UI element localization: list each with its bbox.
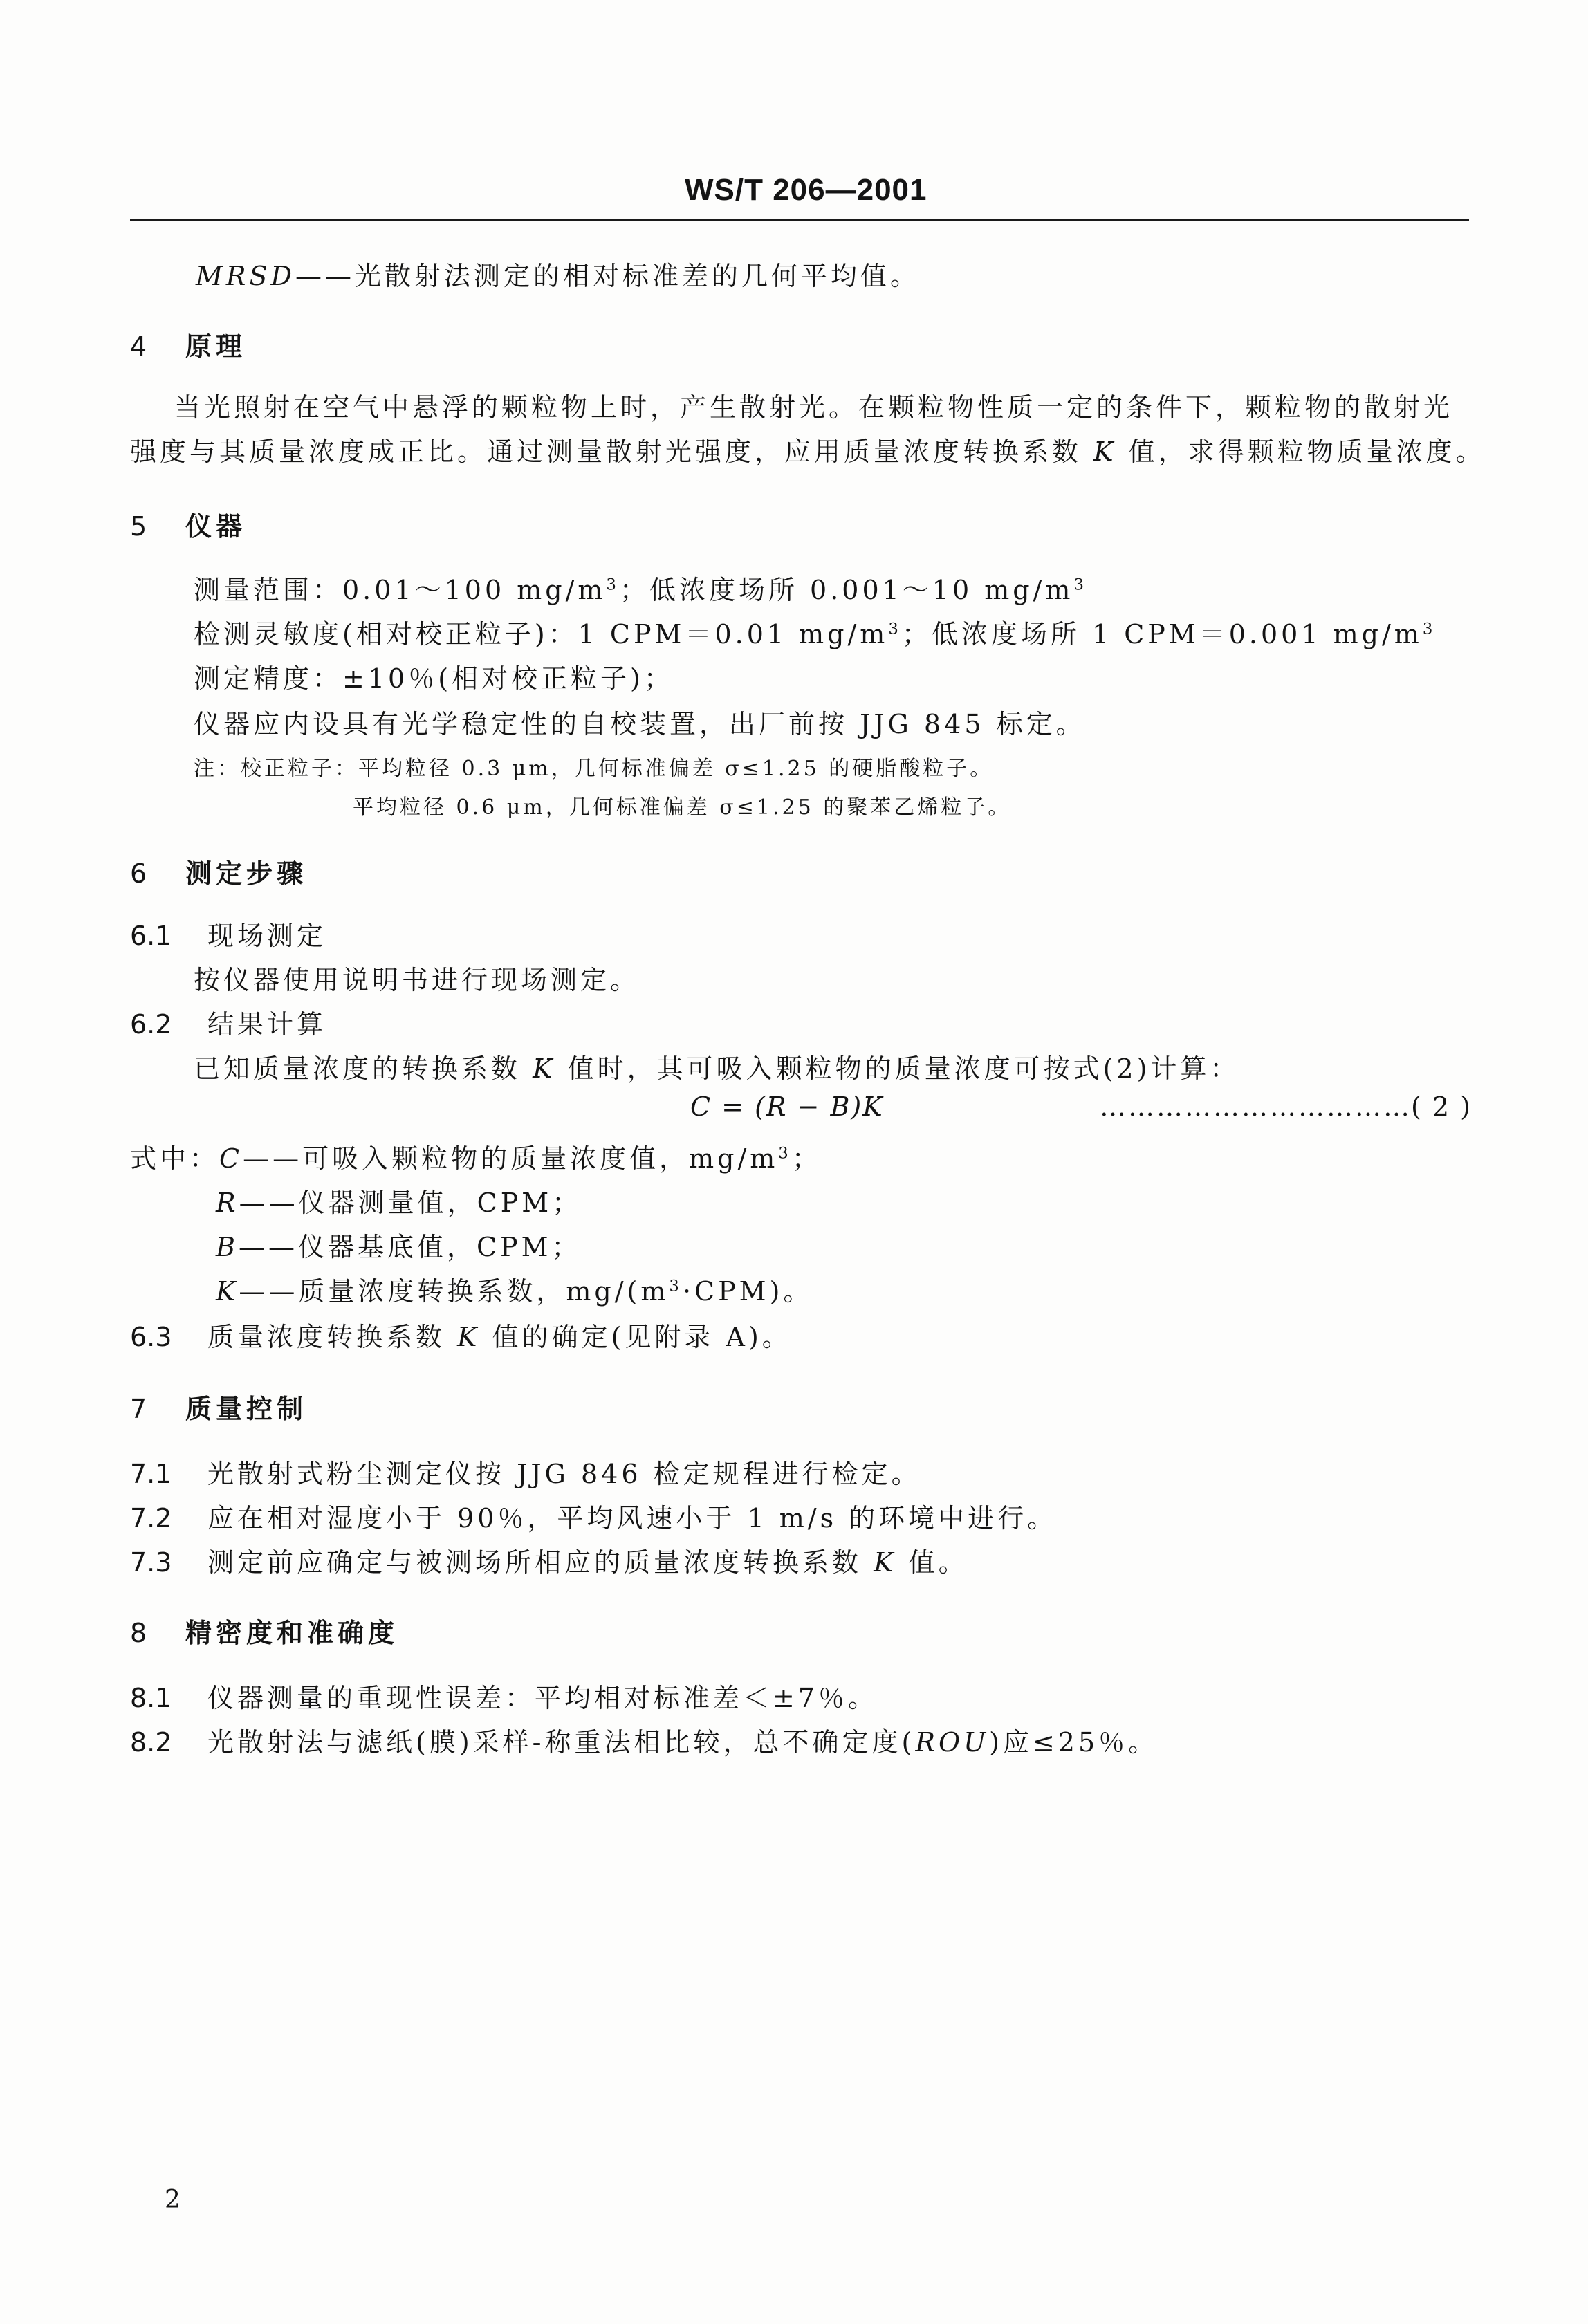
formula-number: ( 2 ): [1411, 1091, 1472, 1122]
text-run: ——仪器基底值，CPM；: [238, 1232, 582, 1262]
mrsd-text: ——光散射法测定的相对标准差的几何平均值。: [295, 261, 921, 291]
section-6-heading: [130, 852, 307, 890]
text-run: 仪器测量的重现性误差：平均相对标准差＜±7％。: [207, 1683, 878, 1713]
measurement-range: [194, 569, 1087, 607]
subsection-7-1: [130, 1452, 921, 1491]
k-symbol: K: [457, 1322, 481, 1352]
text-run: )应≤25％。: [989, 1727, 1158, 1758]
text-run: 强度与其质量浓度成正比。通过测量散射光强度，应用质量浓度转换系数: [130, 436, 1082, 467]
k-symbol: K: [1093, 436, 1117, 467]
k-symbol: K: [216, 1276, 239, 1307]
subsection-number: 8.2: [130, 1727, 172, 1758]
text-run: 应在相对湿度小于 90％，平均风速小于 1 m/s 的环境中进行。: [207, 1503, 1058, 1533]
section-title: 原理: [185, 331, 247, 362]
where-c: [130, 1137, 822, 1175]
subsection-6-1-text: 按仪器使用说明书进行现场测定。: [194, 965, 640, 995]
section-number: 4: [130, 331, 147, 362]
page-number: 2: [165, 2186, 181, 2214]
header-rule: [130, 219, 1469, 221]
section-5-heading: [130, 505, 246, 543]
subsection-number: 6.3: [130, 1322, 172, 1352]
section-number: 6: [130, 858, 147, 889]
k-symbol: K: [533, 1053, 556, 1084]
r-symbol: R: [216, 1188, 239, 1218]
where-b: [216, 1226, 582, 1264]
where-r: [216, 1181, 582, 1219]
text-run: ；低浓度场所 1 CPM＝0.001 mg/m: [901, 619, 1423, 649]
subsection-6-1: [130, 914, 326, 952]
text-run: ；低浓度场所 0.001～10 mg/m: [619, 575, 1074, 605]
text-run: ——质量浓度转换系数，mg/(m: [239, 1276, 670, 1307]
detection-sensitivity: [194, 613, 1436, 651]
rou-symbol: ROU: [915, 1727, 990, 1758]
mrsd-symbol: MRSD: [196, 261, 296, 291]
text-run: ——仪器测量值，CPM；: [239, 1188, 582, 1218]
section-4-heading: [130, 325, 246, 363]
section-title: 精密度和准确度: [185, 1617, 399, 1648]
section-7-heading: [130, 1387, 307, 1426]
formula-dots: ……………………………: [1100, 1091, 1412, 1122]
text-run: 值时，其可吸入颗粒物的质量浓度可按式(2)计算：: [567, 1053, 1240, 1084]
text-run: 值，求得颗粒物质量浓度。: [1128, 436, 1486, 467]
text-run: 测定前应确定与被测场所相应的质量浓度转换系数: [207, 1547, 862, 1578]
document-code: WS/T 206—2001: [685, 173, 927, 207]
text-run: 光散射式粉尘测定仪按 JJG 846 检定规程进行检定。: [207, 1459, 921, 1489]
section-4-para-line2: [130, 430, 1486, 468]
measurement-precision: 测定精度：±10％(相对校正粒子)；: [194, 663, 674, 694]
subsection-8-2: [130, 1721, 1158, 1759]
section-title: 仪器: [185, 510, 247, 542]
subsection-7-2: [130, 1497, 1057, 1535]
subsection-title: 现场测定: [207, 921, 327, 951]
subsection-8-1: [130, 1677, 878, 1715]
section-number: 7: [130, 1394, 147, 1424]
c-symbol: C: [219, 1143, 243, 1174]
note-line2: 平均粒径 0.6 μm，几何标准偏差 σ≤1.25 的聚苯乙烯粒子。: [353, 795, 1012, 820]
note-line1: 注：校正粒子：平均粒径 0.3 μm，几何标准偏差 σ≤1.25 的硬脂酸粒子。: [194, 757, 994, 781]
section-title: 测定步骤: [185, 858, 308, 889]
subsection-7-3: [130, 1541, 968, 1579]
formula: C = (R − B)K: [690, 1091, 884, 1122]
section-title: 质量控制: [185, 1393, 308, 1424]
superscript: 3: [888, 620, 902, 638]
self-calibration: 仪器应内设具有光学稳定性的自校装置，出厂前按 JJG 845 标定。: [194, 709, 1086, 739]
section-8-heading: [130, 1612, 398, 1650]
superscript: 3: [778, 1144, 792, 1163]
text-run: ——可吸入颗粒物的质量浓度值，mg/m: [243, 1143, 779, 1174]
section-number: 5: [130, 511, 147, 542]
section-4-para-line1: 当光照射在空气中悬浮的颗粒物上时，产生散射光。在颗粒物性质一定的条件下，颗粒物的散射光: [174, 392, 1454, 423]
where-label: 式中：: [130, 1143, 220, 1174]
where-k: [216, 1270, 813, 1308]
text-run: 检测灵敏度(相对校正粒子)：1 CPM＝0.01 mg/m: [194, 619, 889, 649]
superscript: 3: [1073, 575, 1087, 594]
subsection-number: 8.1: [130, 1683, 172, 1713]
text-run: 光散射法与滤纸(膜)采样-称重法相比较，总不确定度(: [207, 1727, 916, 1758]
text-run: 测量范围：0.01～100 mg/m: [194, 575, 607, 605]
superscript: 3: [606, 575, 620, 594]
superscript: 3: [669, 1277, 683, 1295]
text-run: ·CPM)。: [682, 1276, 813, 1307]
section-number: 8: [130, 1618, 147, 1648]
subsection-title: 结果计算: [207, 1009, 327, 1040]
text-run: ；: [791, 1143, 822, 1174]
subsection-number: 7.1: [130, 1459, 172, 1489]
subsection-number: 7.3: [130, 1547, 172, 1578]
k-symbol: K: [874, 1547, 897, 1578]
superscript: 3: [1422, 620, 1437, 638]
subsection-6-2: [130, 1003, 326, 1041]
text-run: 质量浓度转换系数: [207, 1322, 446, 1352]
subsection-6-3: [130, 1316, 792, 1354]
b-symbol: B: [216, 1232, 239, 1262]
text-run: 值。: [908, 1547, 968, 1578]
text-run: 已知质量浓度的转换系数: [194, 1053, 521, 1084]
subsection-6-2-text: [194, 1047, 1239, 1085]
mrsd-definition: [196, 255, 920, 293]
subsection-number: 7.2: [130, 1503, 172, 1533]
subsection-number: 6.2: [130, 1009, 172, 1040]
subsection-number: 6.1: [130, 921, 172, 951]
text-run: 值的确定(见附录 A)。: [492, 1322, 792, 1352]
